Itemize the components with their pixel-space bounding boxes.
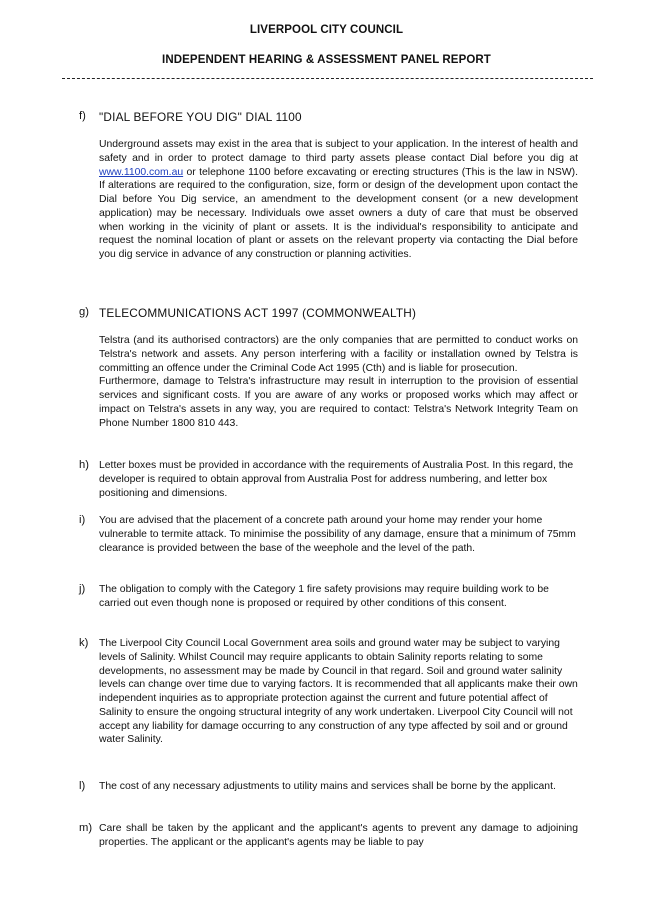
item-marker: g) [79, 306, 89, 318]
council-title: LIVERPOOL CITY COUNCIL [249, 24, 404, 36]
paragraph: Telstra (and its authorised contractors) are the only companies that are permitted to conduct works on Telstra's network and assets. Any person interfering with a facility or installation owned by Telstra is committing an offence under the Criminal Code Act 1995 (Cth) and is liable for prosecution. Furthermore, damage to Telstra's infrastructure may result in interruption to the provision of essential services and significant costs. If you are aware of any works or proposed works which may affect or impact on Telstra's assets in any way, you are required to contact: Telstra's Network Integrity Team on Phone Number 1800 810 443. [99, 335, 578, 429]
section-heading: TELECOMMUNICATIONS ACT 1997 (COMMONWEALTH) [99, 306, 417, 320]
item-marker: k) [79, 637, 89, 649]
paragraph: You are advised that the placement of a concrete path around your home may render your home vulnerable to termite attack. To minimise the possibility of any damage, ensure that a minimum of 75mm clearance is provided between the base of the weephole and the level of the path. [99, 515, 576, 554]
item-marker: i) [79, 514, 86, 526]
paragraph: Care shall be taken by the applicant and the applicant's agents to prevent any damage to adjoining properties. The applicant or the applicant's agents may be liable to pay [99, 823, 578, 848]
item-marker: h) [79, 459, 89, 471]
report-title: INDEPENDENT HEARING & ASSESSMENT PANEL REPORT [162, 54, 491, 66]
paragraph: The obligation to comply with the Category 1 fire safety provisions may require building work to be carried out even though none is proposed or required by other conditions of this consent. [99, 584, 549, 609]
header-divider [62, 78, 593, 79]
item-marker: m) [79, 822, 93, 834]
dial-before-you-dig-link[interactable]: www.1100.com.au [99, 166, 184, 178]
paragraph: Underground assets may exist in the area that is subject to your application. In the interest of health and safety and in order to protect damage to third party assets please contact Dial before you dig at www.1100.com.au or telephone 1100 before excavating or erecting structures (This is the law in NSW). If alterations are required to the configuration, size, form or design of the development upon contact the Dial before You Dig service, an amendment to the development consent (or a new development application) may be necessary. Individuals owe asset owners a duty of care that must be observed when working in the vicinity of plant or assets. It is the individual's responsibility to anticipate and request the nominal location of plant or assets on the relevant property via contacting the Dial before you dig service in advance of any construction or planning activities. [99, 139, 578, 260]
section-heading: "DIAL BEFORE YOU DIG" DIAL 1100 [99, 110, 302, 124]
paragraph: Letter boxes must be provided in accordance with the requirements of Australia Post. In this regard, the developer is required to obtain approval from Australia Post for address numbering, and letter box positioning and dimensions. [99, 460, 574, 499]
item-marker: f) [79, 110, 86, 122]
paragraph: The cost of any necessary adjustments to utility mains and services shall be borne by the applicant. [99, 781, 556, 792]
item-marker: j) [79, 583, 86, 595]
paragraph: The Liverpool City Council Local Government area soils and ground water may be subject to varying levels of Salinity. Whilst Council may require applicants to obtain Salinity reports relating to some developments, no assessment may be made by Council in that regard. Soil and ground water salinity levels can change over time due to varying factors. It is recommended that all applicants make their own independent inquiries as to appropriate protection against the current and future potential affect of Salinity to ensure the ongoing structural integrity of any work undertaken. Liverpool City Council will not accept any liability for damage occurring to any construction of any type affected by soil and or ground water Salinity. [99, 638, 578, 746]
item-marker: l) [79, 780, 86, 792]
